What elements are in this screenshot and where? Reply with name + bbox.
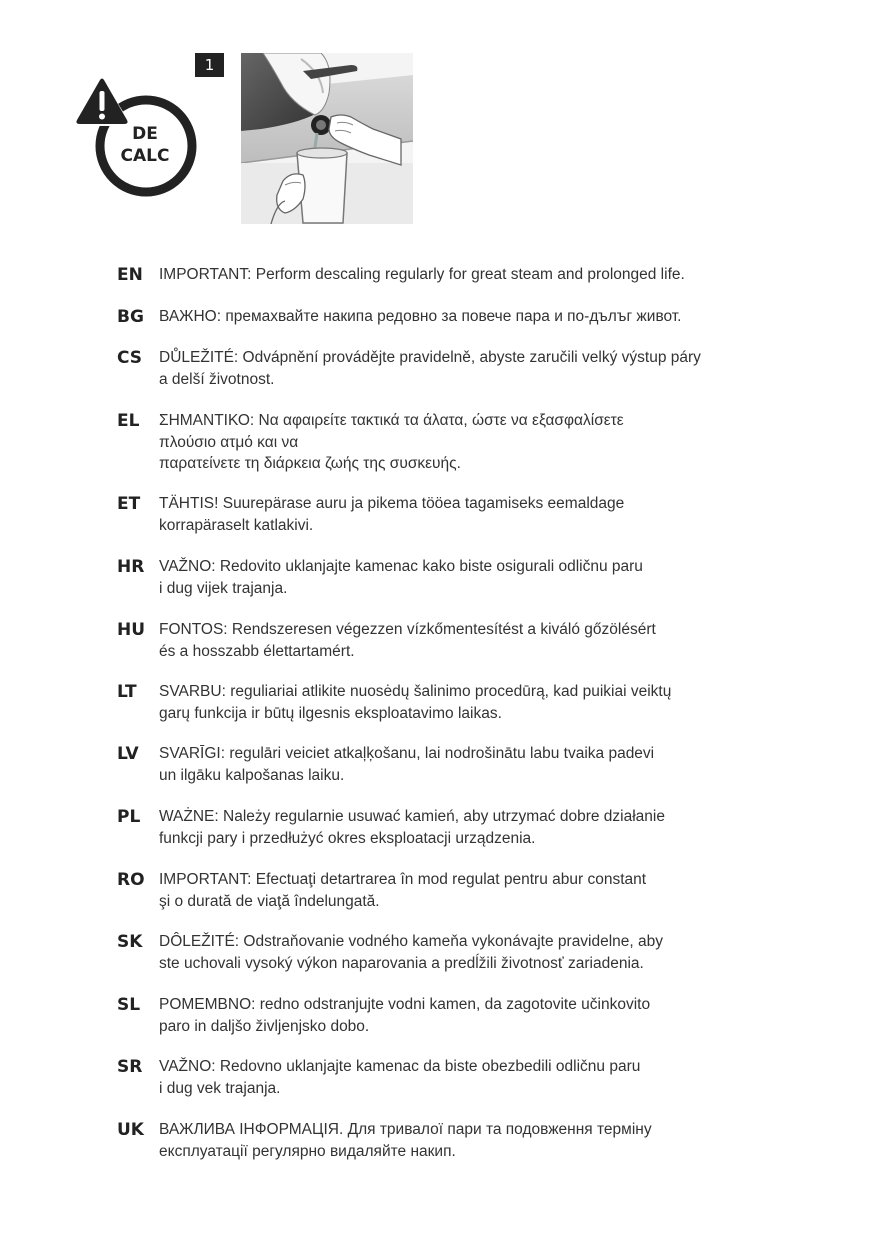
- language-code: SL: [117, 995, 141, 1015]
- decalc-label-line1: DE: [132, 124, 158, 144]
- entry-text-line: garų funkcija ir būtų ilgesnis eksploatavimo laikas.: [159, 704, 502, 722]
- entry-text-line: IMPORTANT: Perform descaling regularly for great steam and prolonged life.: [159, 266, 685, 283]
- language-code: HU: [117, 620, 146, 640]
- entry-text: [159, 410, 759, 475]
- language-code: SK: [117, 932, 143, 952]
- entry-text: [159, 1056, 759, 1099]
- language-code: RO: [117, 870, 145, 890]
- entry-text-line: експлуатації регулярно видаляйте накип.: [159, 1142, 456, 1160]
- language-code: LV: [117, 744, 139, 764]
- language-code: BG: [117, 307, 144, 327]
- language-code: PL: [117, 807, 141, 827]
- entry-text: [159, 1119, 759, 1162]
- entry-text: [159, 931, 759, 974]
- language-code: ET: [117, 494, 141, 514]
- entry-text-line: funkcji pary i przedłużyć okres eksploatacji urządzenia.: [159, 829, 536, 847]
- language-code: EN: [117, 265, 143, 285]
- entry-text: [159, 743, 759, 786]
- entry-text-line: paro in daljšo življenjsko dobo.: [159, 1017, 370, 1035]
- entry-text-line: VAŽNO: Redovno uklanjajte kamenac da biste obezbedili odličnu paru: [159, 1058, 641, 1075]
- entry-text: [159, 869, 759, 912]
- entry-text-line: un ilgāku kalpošanas laiku.: [159, 766, 345, 784]
- entry-text: [159, 347, 759, 390]
- entry-text-line: WAŻNE: Należy regularnie usuwać kamień, aby utrzymać dobre działanie: [159, 808, 665, 825]
- entry-text-line: ВАЖЛИВА ІНФОРМАЦІЯ. Для тривалої пари та подовження терміну: [159, 1121, 652, 1138]
- entry-text: [159, 306, 759, 328]
- entry-text-line: a delší životnost.: [159, 370, 275, 388]
- language-code: HR: [117, 557, 145, 577]
- entry-text: [159, 806, 759, 849]
- entry-text-line: TÄHTIS! Suurepärase auru ja pikema tööea tagamiseks eemaldage: [159, 495, 625, 512]
- decalc-label-line2: CALC: [120, 146, 170, 166]
- language-code: UK: [117, 1120, 144, 1140]
- entry-text-line: παρατείνετε τη διάρκεια ζωής της συσκευής.: [159, 455, 461, 472]
- entry-text-line: şi o durată de viaţă îndelungată.: [159, 892, 380, 910]
- entry-text-line: DŮLEŽITÉ: Odvápnění provádějte pravidelně, abyste zaručili velký výstup páry: [159, 349, 701, 366]
- language-code: CS: [117, 348, 143, 368]
- entry-text: [159, 493, 759, 536]
- entry-text-line: i dug vek trajanja.: [159, 1079, 281, 1097]
- entry-text-line: SVARĪGI: regulāri veiciet atkaļķošanu, lai nodrošinātu labu tvaika padevi: [159, 745, 655, 762]
- entry-text: [159, 264, 759, 286]
- entry-text-line: SVARBU: reguliariai atlikite nuosėdų šalinimo procedūrą, kad puikiai veiktų: [159, 683, 672, 700]
- entry-text-line: korrapäraselt katlakivi.: [159, 516, 314, 534]
- language-code: EL: [117, 411, 140, 431]
- entry-text: [159, 681, 759, 724]
- entry-text: [159, 994, 759, 1037]
- entry-text: [159, 556, 759, 599]
- entry-text-line: és a hosszabb élettartamért.: [159, 642, 355, 660]
- entry-text: [159, 619, 759, 662]
- entry-text-line: ВАЖНО: премахвайте накипа редовно за повече пара и по-дълъг живот.: [159, 308, 682, 325]
- entry-text-line: ΣΗΜΑΝΤΙΚΟ: Να αφαιρείτε τακτικά τα άλατα, ώστε να εξασφαλίσετε: [159, 412, 624, 429]
- entry-text-line: FONTOS: Rendszeresen végezzen vízkőmentesítést a kiváló gőzölésért: [159, 621, 656, 638]
- entry-text-line: i dug vijek trajanja.: [159, 579, 288, 597]
- entry-text-line: VAŽNO: Redovito uklanjajte kamenac kako biste osigurali odličnu paru: [159, 558, 643, 575]
- entry-text-line: ste uchovali vysoký výkon naparovania a predĺžili životnosť zariadenia.: [159, 954, 644, 972]
- entry-text-line: DÔLEŽITÉ: Odstraňovanie vodného kameňa vykonávajte pravidelne, aby: [159, 933, 664, 950]
- step-number-1: 1: [195, 53, 224, 77]
- entry-text-line: POMEMBNO: redno odstranjujte vodni kamen, da zagotovite učinkovito: [159, 996, 651, 1013]
- language-code: SR: [117, 1057, 143, 1077]
- entry-text-line: πλούσιο ατμό και να: [159, 433, 299, 451]
- entry-text-line: IMPORTANT: Efectuaţi detartrarea în mod regulat pentru abur constant: [159, 871, 647, 888]
- language-code: LT: [117, 682, 137, 702]
